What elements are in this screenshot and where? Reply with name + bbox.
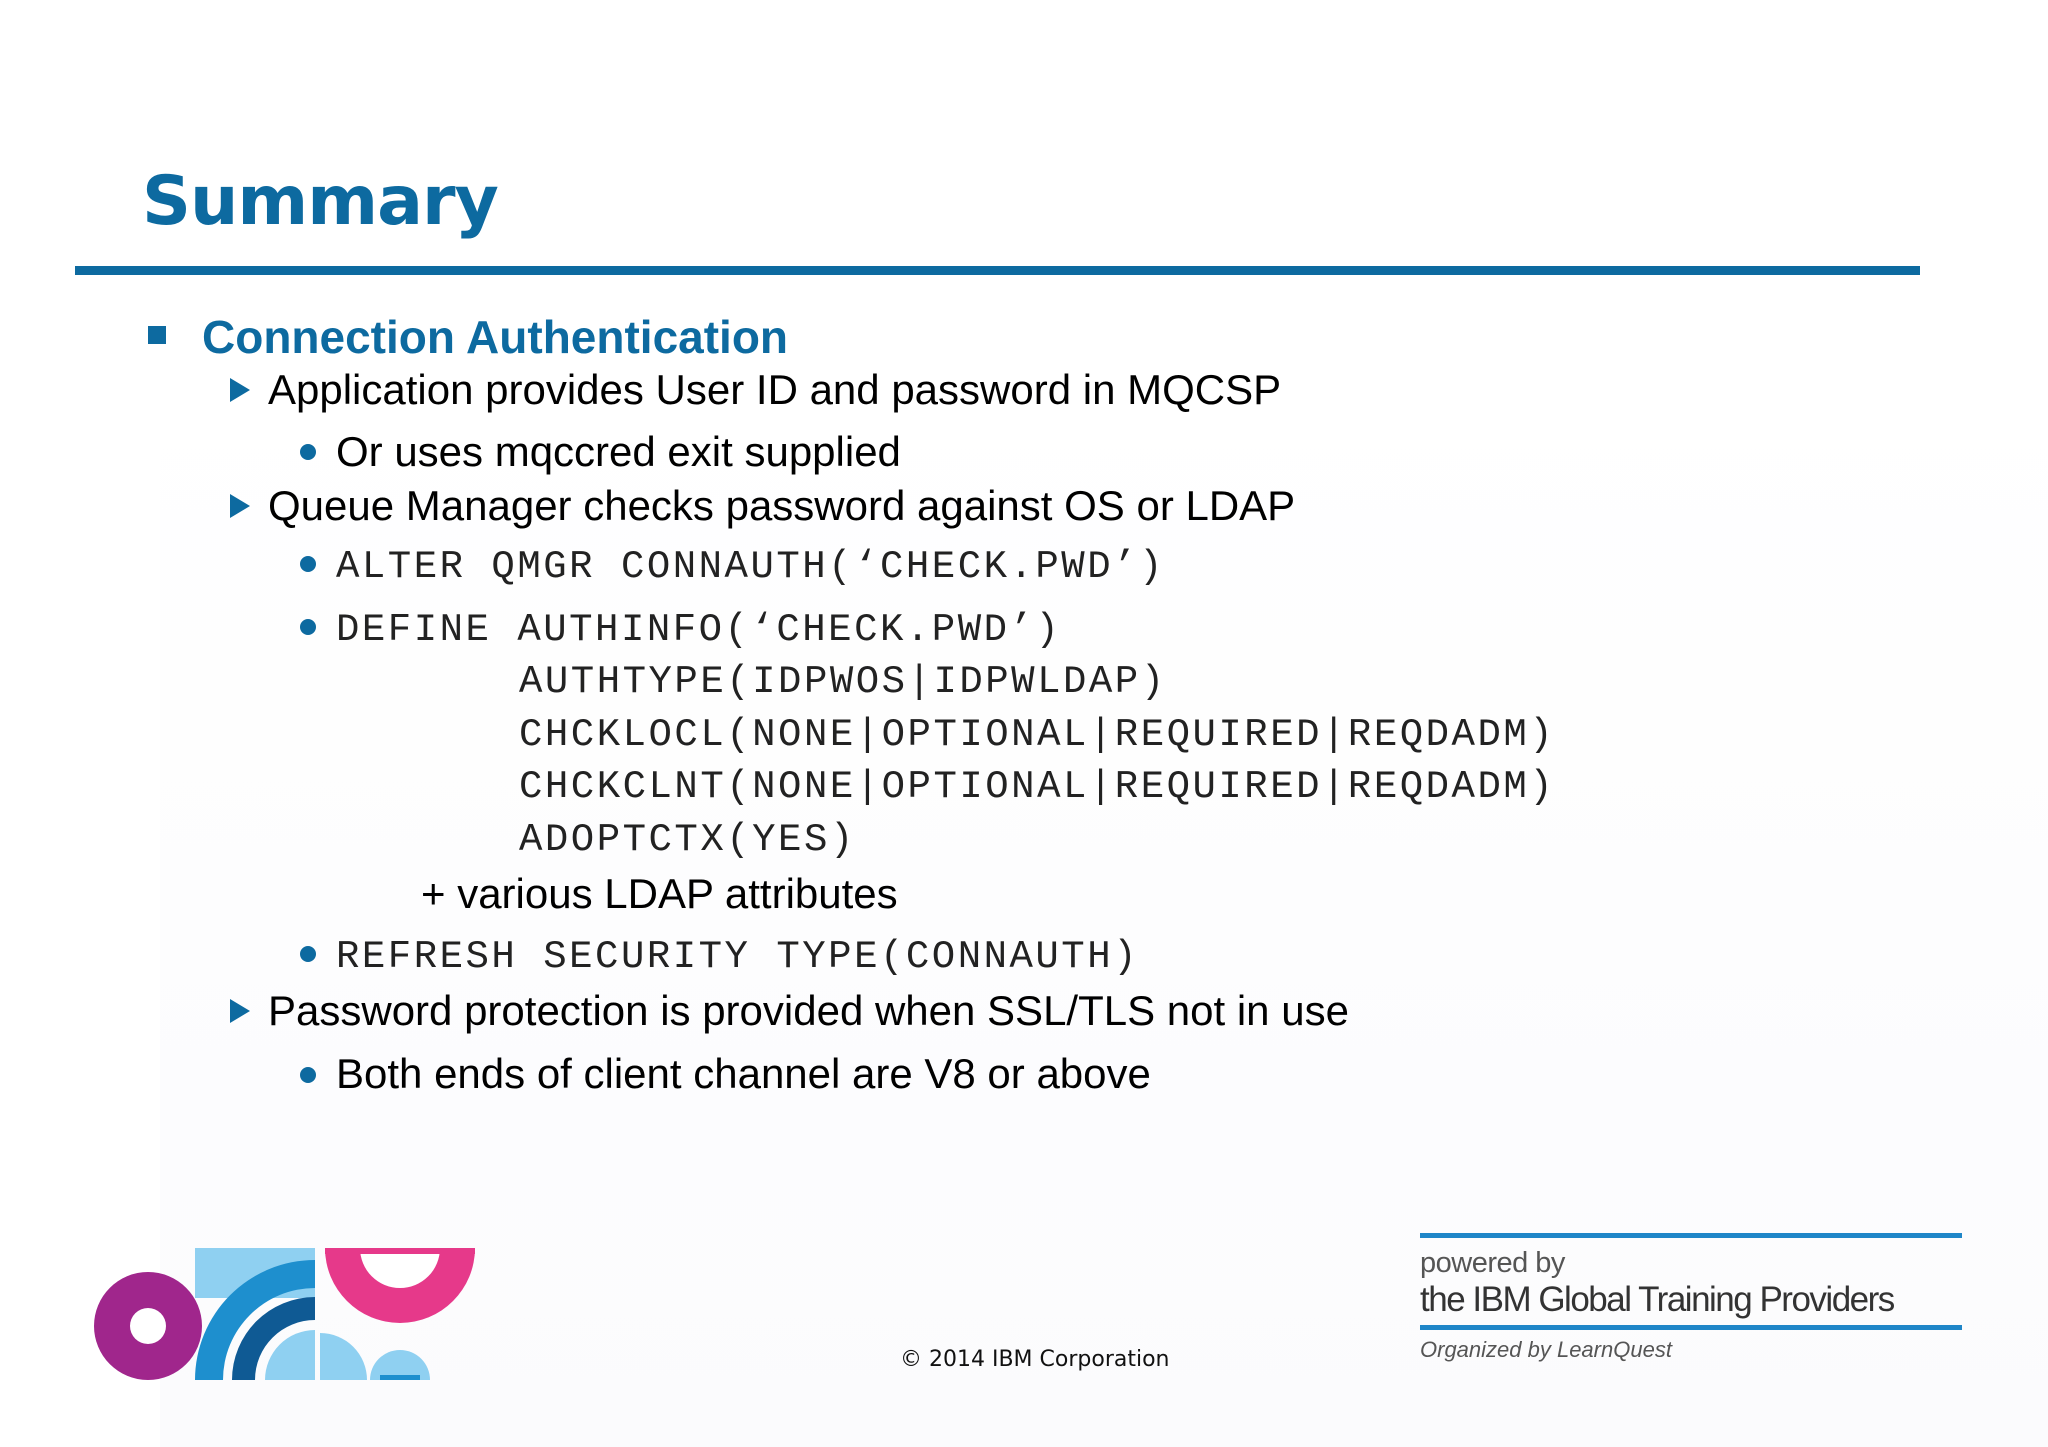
command-text: CHCKCLNT(NONE|OPTIONAL|REQUIRED|REQDADM) — [519, 765, 1556, 809]
ibm-graphic-logo — [70, 1248, 480, 1380]
title-underline — [75, 266, 1920, 275]
triangle-bullet-icon — [230, 999, 250, 1023]
training-provider-logo — [1420, 1233, 1962, 1363]
command-text: AUTHTYPE(IDPWOS|IDPWLDAP) — [519, 660, 1167, 704]
powered-by-text: powered by — [1420, 1247, 1565, 1279]
bullet-text: Queue Manager checks password against OS or LDAP — [268, 482, 1296, 529]
bullet-text: Both ends of client channel are V8 or above — [336, 1050, 1151, 1097]
slide-title: Summary — [142, 162, 498, 241]
square-bullet-icon — [148, 326, 166, 344]
command-text: REFRESH SECURITY TYPE(CONNAUTH) — [336, 935, 1140, 979]
command-text: ALTER QMGR CONNAUTH(‘CHECK.PWD’) — [336, 545, 1165, 589]
provider-name: the IBM Global Training Providers — [1420, 1280, 1894, 1319]
provider-rule-bottom — [1420, 1325, 1962, 1330]
command-text: DEFINE AUTHINFO(‘CHECK.PWD’) — [336, 608, 1062, 652]
dot-bullet-icon — [300, 1067, 316, 1083]
dot-bullet-icon — [300, 946, 316, 962]
copyright-text: © 2014 IBM Corporation — [900, 1347, 1170, 1372]
bullet-text: Or uses mqccred exit supplied — [336, 428, 901, 475]
bullet-text: Application provides User ID and password in MQCSP — [268, 366, 1282, 413]
triangle-bullet-icon — [230, 494, 250, 518]
command-text: ADOPTCTX(YES) — [519, 818, 856, 862]
triangle-bullet-icon — [230, 378, 250, 402]
bullet-text: Password protection is provided when SSL/TLS not in use — [268, 987, 1349, 1034]
note-text: + various LDAP attributes — [421, 870, 898, 917]
dot-bullet-icon — [300, 556, 316, 572]
provider-rule-top — [1420, 1233, 1962, 1238]
command-text: CHCKLOCL(NONE|OPTIONAL|REQUIRED|REQDADM) — [519, 713, 1556, 757]
dot-bullet-icon — [300, 619, 316, 635]
logo-shapes — [70, 1248, 480, 1380]
dot-bullet-icon — [300, 444, 316, 460]
organized-by-text: Organized by LearnQuest — [1420, 1337, 1672, 1362]
section-heading: Connection Authentication — [202, 311, 789, 363]
